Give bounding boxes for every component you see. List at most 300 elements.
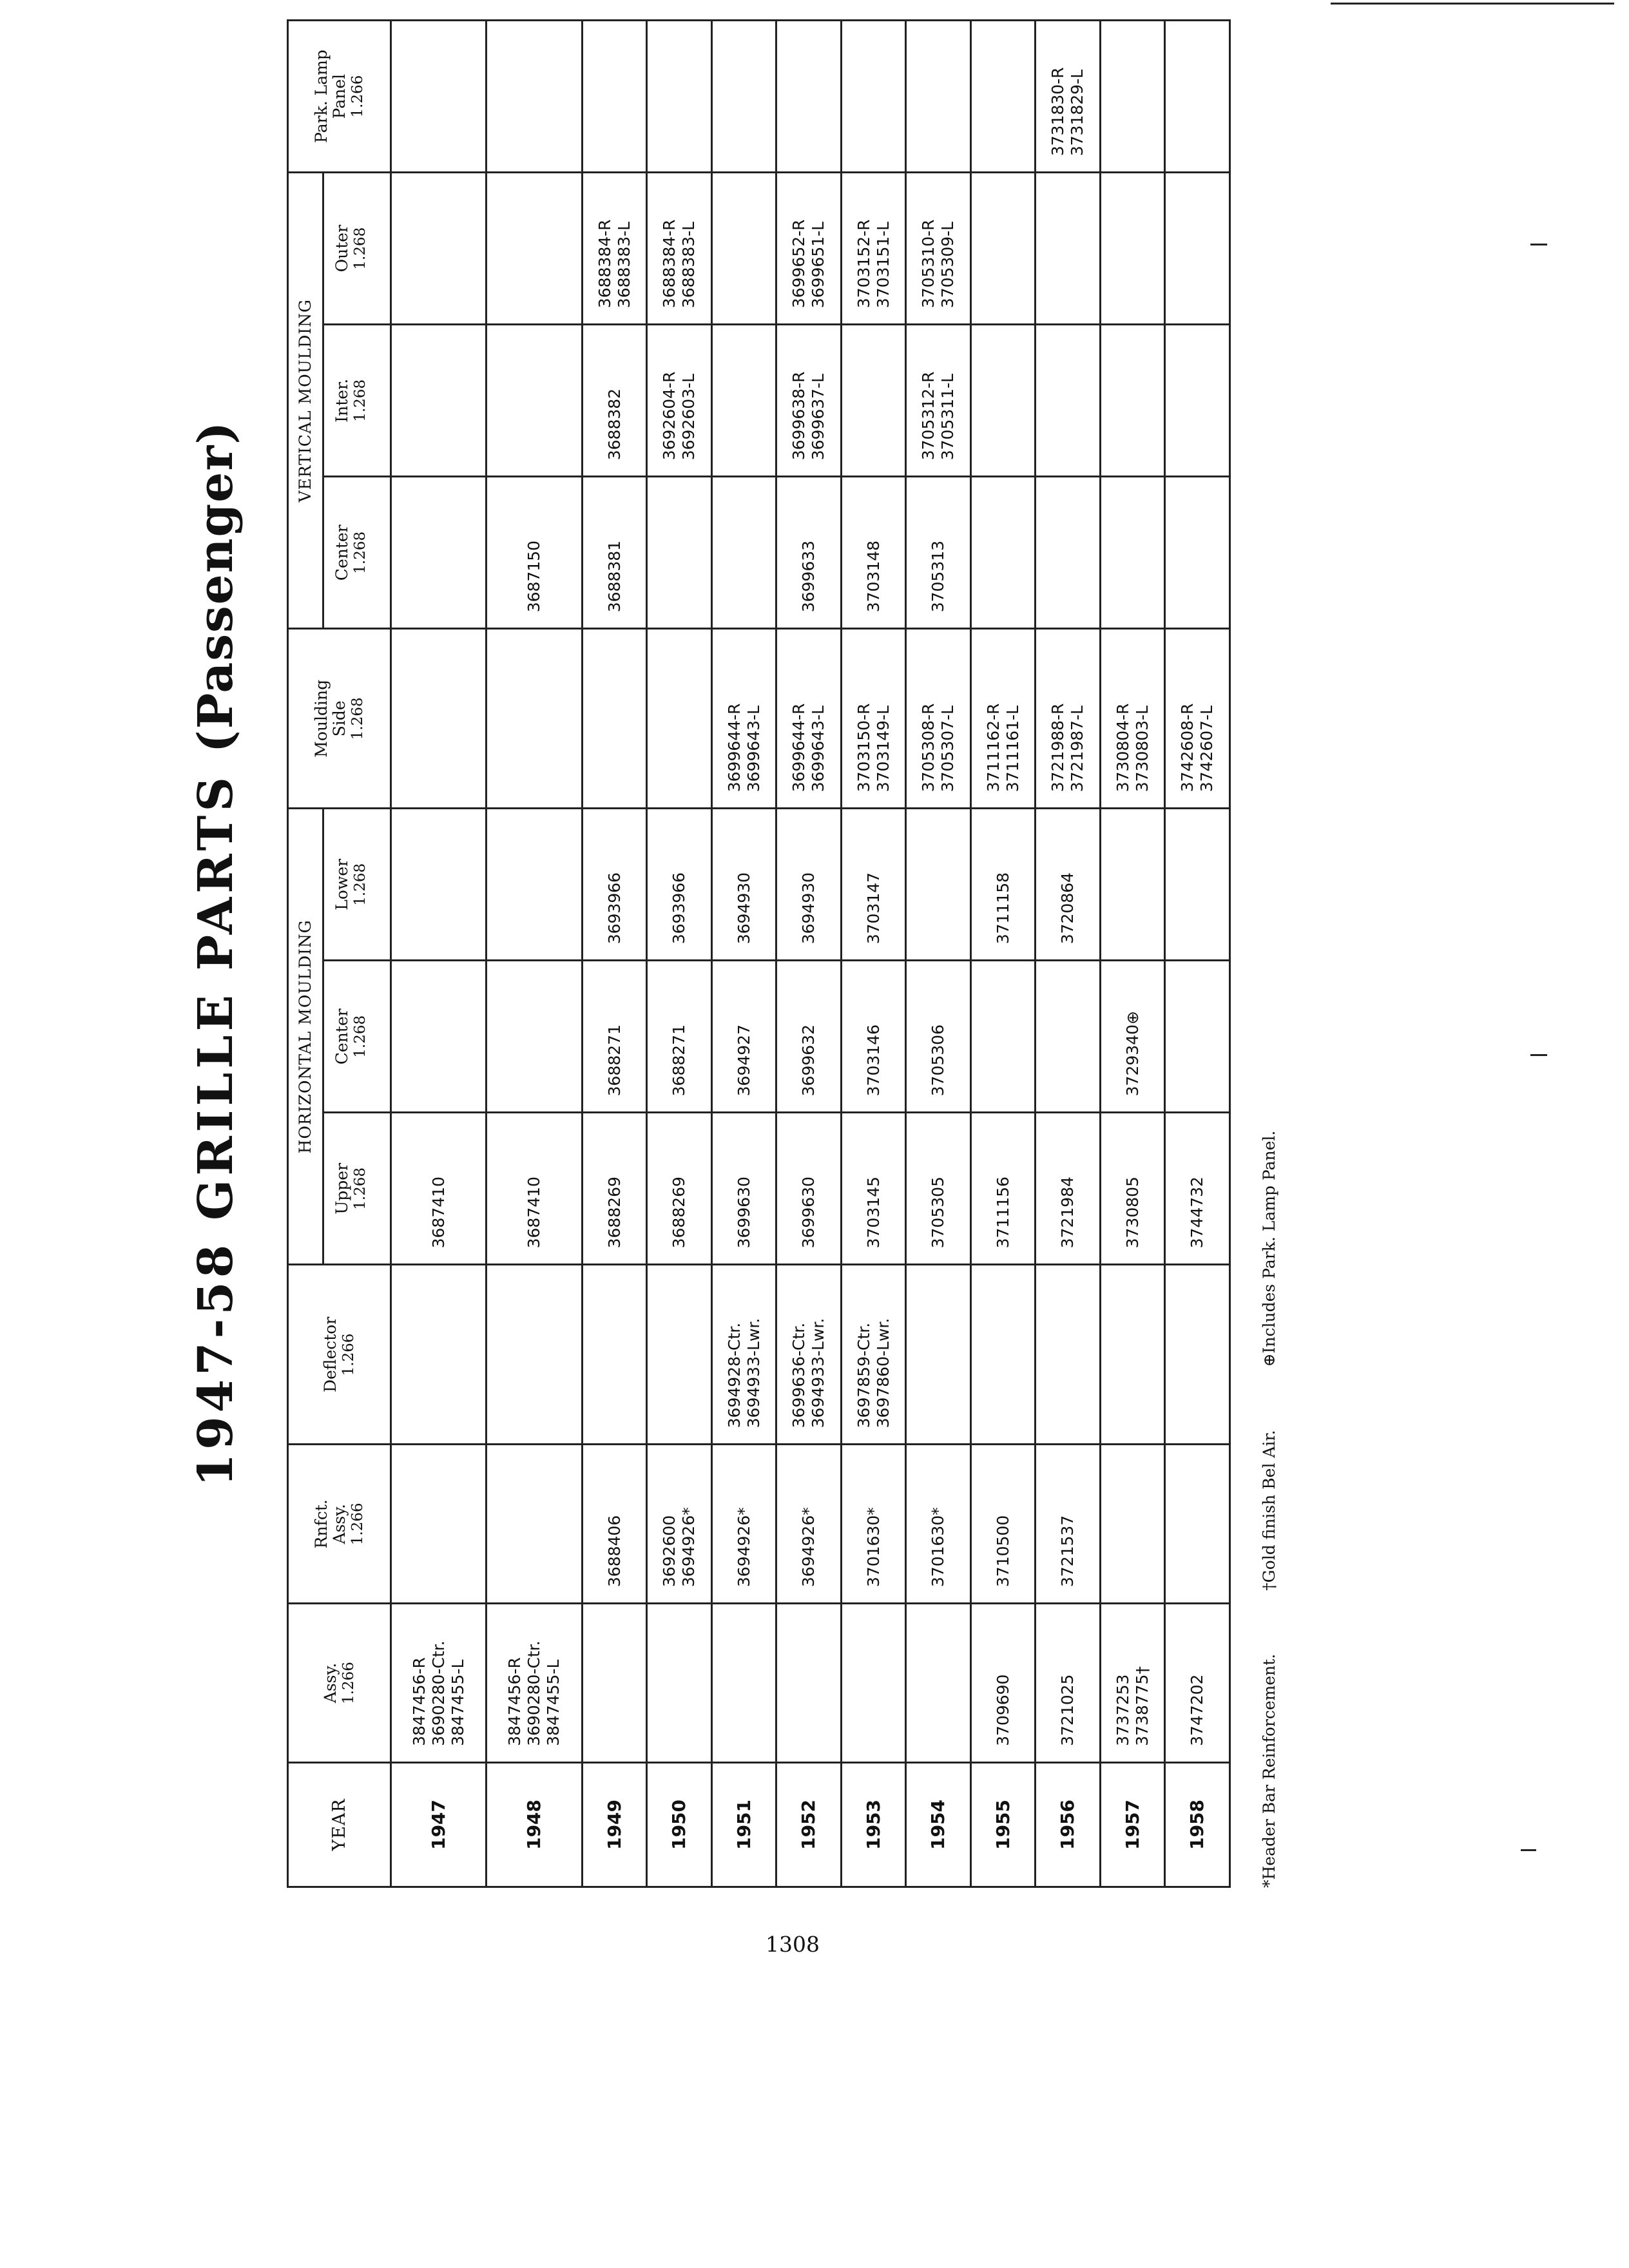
part-number: 3699633 [799, 540, 818, 613]
part-cell-v-inter [841, 325, 906, 477]
header-line: 1.268 [351, 1167, 369, 1210]
part-cell-rnfct [582, 1445, 647, 1604]
part-number: 3694926* [799, 1507, 818, 1588]
year-cell: 1958 [1165, 1762, 1230, 1887]
table-body [391, 21, 1230, 1887]
part-cell-side [1165, 629, 1230, 809]
header-line: 1.266 [340, 1333, 357, 1376]
part-cell-h-center [776, 961, 842, 1113]
part-cell-side [1036, 629, 1101, 809]
header-v-inter [323, 325, 391, 477]
part-cell-park [1036, 21, 1101, 173]
part-number: 3730805 [1123, 1177, 1142, 1249]
header-assy [288, 1604, 391, 1763]
header-v-center [323, 477, 391, 629]
year-cell: 1949 [582, 1762, 647, 1887]
part-number: 3699652-R [789, 219, 809, 309]
part-cell-v-outer [841, 173, 906, 325]
part-cell-h-lower [841, 809, 906, 961]
table-row [1100, 21, 1165, 1887]
part-number: 3690280-Ctr. [525, 1640, 544, 1746]
part-cell-rnfct [906, 1445, 971, 1604]
part-cell-park [711, 21, 776, 173]
part-cell-assy [487, 1604, 582, 1763]
header-line: Center [333, 524, 351, 581]
header-deflector [288, 1265, 391, 1445]
year-cell: 1954 [906, 1762, 971, 1887]
header-line: Outer [333, 224, 351, 273]
header-line: Assy. [330, 1504, 349, 1544]
part-number: 3688384-R [595, 219, 614, 309]
part-number: 3711162-R [983, 703, 1003, 793]
part-cell-rnfct [1100, 1445, 1165, 1604]
part-cell-h-upper [776, 1113, 842, 1265]
part-cell-v-center [970, 477, 1036, 629]
part-cell-h-upper [391, 1113, 487, 1265]
part-number: 3694927 [734, 1024, 753, 1097]
part-cell-side [582, 629, 647, 809]
part-number: 3720864 [1058, 872, 1077, 945]
part-cell-h-center [582, 961, 647, 1113]
part-cell-h-center [487, 961, 582, 1113]
part-number: 3711161-L [1003, 705, 1022, 793]
header-line: Moulding [311, 679, 331, 758]
part-number: 3703146 [863, 1024, 883, 1097]
part-number: 3705313 [929, 540, 948, 613]
part-number: 3694930 [799, 872, 818, 945]
part-number: 3692600 [660, 1515, 679, 1588]
part-cell-v-inter [1100, 325, 1165, 477]
part-number: 3747202 [1188, 1674, 1207, 1746]
part-cell-assy [582, 1604, 647, 1763]
part-cell-side [841, 629, 906, 809]
part-number: 3731829-L [1068, 69, 1087, 157]
header-line: Deflector [320, 1316, 340, 1393]
part-number: 3687410 [429, 1177, 448, 1249]
part-number: 3699630 [799, 1177, 818, 1249]
part-number: 3721537 [1058, 1515, 1077, 1588]
table-row [391, 21, 487, 1887]
part-number: 3692604-R [660, 371, 679, 461]
part-cell-deflector [647, 1265, 712, 1445]
part-cell-assy [841, 1604, 906, 1763]
part-number: 3703145 [863, 1177, 883, 1249]
part-number: 3847455-L [544, 1659, 563, 1746]
header-line: Side [330, 700, 349, 737]
part-cell-v-outer [906, 173, 971, 325]
part-cell-side [776, 629, 842, 809]
year-cell: 1955 [970, 1762, 1036, 1887]
part-cell-h-upper [1165, 1113, 1230, 1265]
part-cell-v-inter [391, 325, 487, 477]
header-line: 1.268 [351, 379, 369, 422]
part-cell-side [711, 629, 776, 809]
part-number: 3731830-R [1048, 67, 1068, 157]
part-cell-v-outer [970, 173, 1036, 325]
footnote-header-bar: *Header Bar Reinforcement. [1260, 1653, 1278, 1888]
table-row [1036, 21, 1101, 1887]
part-cell-h-center [647, 961, 712, 1113]
header-park-lamp-panel [288, 21, 391, 173]
scan-edge-line [1331, 3, 1614, 5]
part-number: 3703148 [863, 540, 883, 613]
part-number: 3688406 [604, 1515, 624, 1588]
part-cell-deflector [582, 1265, 647, 1445]
part-cell-h-lower [776, 809, 842, 961]
part-cell-h-center [970, 961, 1036, 1113]
year-cell: 1948 [487, 1762, 582, 1887]
part-cell-v-outer [1036, 173, 1101, 325]
part-number: 3705308-R [919, 703, 938, 793]
part-cell-h-upper [582, 1113, 647, 1265]
part-cell-side [970, 629, 1036, 809]
table-row [487, 21, 582, 1887]
part-cell-v-inter [1036, 325, 1101, 477]
part-cell-h-lower [906, 809, 971, 961]
part-cell-v-inter [776, 325, 842, 477]
header-line: 1.268 [351, 227, 369, 270]
part-cell-assy [1100, 1604, 1165, 1763]
part-number: 3703152-R [854, 219, 873, 309]
part-number: 3699638-R [789, 371, 809, 461]
part-number: 3701630* [863, 1507, 883, 1588]
part-cell-h-center [1100, 961, 1165, 1113]
part-cell-h-lower [647, 809, 712, 961]
part-number: 3687150 [525, 540, 544, 613]
part-number: 3694933-Lwr. [744, 1318, 763, 1428]
part-cell-rnfct [776, 1445, 842, 1604]
table-row [647, 21, 712, 1887]
table-row [1165, 21, 1230, 1887]
part-cell-park [841, 21, 906, 173]
part-number: 3709690 [993, 1674, 1012, 1746]
header-line: Lower [333, 858, 351, 910]
part-cell-v-center [487, 477, 582, 629]
year-cell: 1952 [776, 1762, 842, 1887]
part-cell-v-outer [647, 173, 712, 325]
part-number: 3847456-R [505, 1657, 525, 1746]
part-cell-v-center [582, 477, 647, 629]
table-row [776, 21, 842, 1887]
scan-mark [1530, 1054, 1547, 1056]
part-cell-h-upper [647, 1113, 712, 1265]
part-number: 3699636-Ctr. [789, 1322, 809, 1428]
header-h-lower [323, 809, 391, 961]
part-number: 3711156 [993, 1177, 1012, 1249]
part-number: 3699630 [734, 1177, 753, 1249]
part-number: 3738775† [1132, 1666, 1152, 1746]
part-number: 3847456-R [409, 1657, 429, 1746]
part-number: 3699637-L [809, 373, 828, 461]
part-number: 3687410 [525, 1177, 544, 1249]
part-cell-deflector [1036, 1265, 1101, 1445]
part-cell-deflector [776, 1265, 842, 1445]
part-number: 3703150-R [854, 703, 873, 793]
header-side-moulding [288, 629, 391, 809]
title-main: 1947-58 GRILLE PARTS [188, 773, 244, 1487]
part-cell-deflector [906, 1265, 971, 1445]
header-line: 1.266 [349, 1503, 367, 1546]
part-cell-h-center [841, 961, 906, 1113]
part-cell-deflector [841, 1265, 906, 1445]
part-cell-h-center [1036, 961, 1101, 1113]
header-year: YEAR [288, 1762, 391, 1887]
part-cell-h-lower [391, 809, 487, 961]
part-cell-park [776, 21, 842, 173]
header-line: 1.268 [351, 1015, 369, 1058]
part-cell-v-center [391, 477, 487, 629]
header-line: 1.268 [349, 697, 367, 740]
part-number: 3688381 [604, 540, 624, 613]
part-number: 3694928-Ctr. [724, 1322, 744, 1428]
part-cell-v-inter [487, 325, 582, 477]
part-number: 3694926* [734, 1507, 753, 1588]
part-cell-assy [711, 1604, 776, 1763]
part-number: 3694933-Lwr. [809, 1318, 828, 1428]
footnotes [1250, 19, 1289, 1888]
part-number: 3710500 [993, 1515, 1012, 1588]
part-number: 3703151-L [873, 221, 892, 309]
part-cell-rnfct [970, 1445, 1036, 1604]
part-number: 3690280-Ctr. [429, 1640, 448, 1746]
part-cell-v-outer [391, 173, 487, 325]
part-cell-h-upper [906, 1113, 971, 1265]
part-cell-deflector [970, 1265, 1036, 1445]
part-cell-assy [1036, 1604, 1101, 1763]
part-cell-h-lower [711, 809, 776, 961]
part-number: 3744732 [1188, 1177, 1207, 1249]
part-cell-assy [906, 1604, 971, 1763]
part-cell-h-lower [487, 809, 582, 961]
part-cell-h-upper [487, 1113, 582, 1265]
table-row [841, 21, 906, 1887]
part-cell-v-center [841, 477, 906, 629]
part-cell-park [970, 21, 1036, 173]
part-number: 3699643-L [744, 705, 763, 793]
part-cell-rnfct [647, 1445, 712, 1604]
part-cell-h-lower [1165, 809, 1230, 961]
part-number: 3705309-L [938, 221, 958, 309]
part-cell-v-outer [776, 173, 842, 325]
part-number: 3721984 [1058, 1177, 1077, 1249]
part-cell-h-center [391, 961, 487, 1113]
header-h-center [323, 961, 391, 1113]
part-number: 3742608-R [1178, 703, 1197, 793]
part-number: 3699644-R [724, 703, 744, 793]
part-cell-deflector [1165, 1265, 1230, 1445]
header-line: Inter. [333, 378, 351, 423]
header-line: Panel [330, 73, 349, 119]
part-cell-rnfct [1036, 1445, 1101, 1604]
header-vertical-moulding: VERTICAL MOULDING [288, 173, 323, 629]
part-number: 3705311-L [938, 373, 958, 461]
header-v-outer [323, 173, 391, 325]
part-cell-park [391, 21, 487, 173]
part-cell-v-outer [1100, 173, 1165, 325]
part-number: 3688269 [670, 1177, 689, 1249]
year-cell: 1951 [711, 1762, 776, 1887]
part-cell-v-center [1100, 477, 1165, 629]
part-number: 3711158 [993, 872, 1012, 945]
part-cell-h-lower [1100, 809, 1165, 961]
part-cell-side [647, 629, 712, 809]
year-cell: 1950 [647, 1762, 712, 1887]
header-line: 1.268 [351, 531, 369, 574]
header-line: Park. Lamp [311, 50, 331, 143]
part-cell-v-center [711, 477, 776, 629]
part-number: 3705310-R [919, 219, 938, 309]
part-cell-h-lower [1036, 809, 1101, 961]
part-number: 3693966 [604, 872, 624, 945]
year-cell: 1957 [1100, 1762, 1165, 1887]
part-number: 3697859-Ctr. [854, 1322, 873, 1428]
part-cell-side [391, 629, 487, 809]
part-number: 3703147 [863, 872, 883, 945]
title-subtitle: (Passenger) [188, 420, 244, 753]
part-number: 3721988-R [1048, 703, 1068, 793]
part-number: 3705312-R [919, 371, 938, 461]
part-cell-h-upper [1036, 1113, 1101, 1265]
part-cell-rnfct [391, 1445, 487, 1604]
part-number: 3705306 [929, 1024, 948, 1097]
part-cell-rnfct [1165, 1445, 1230, 1604]
year-cell: 1947 [391, 1762, 487, 1887]
part-number: 3742607-L [1197, 705, 1217, 793]
part-number: 3705307-L [938, 705, 958, 793]
part-number: 3692603-L [679, 373, 699, 461]
part-number: 3730804-R [1113, 703, 1132, 793]
part-number: 3688384-R [660, 219, 679, 309]
part-number: 3688382 [604, 388, 624, 461]
part-cell-assy [776, 1604, 842, 1763]
header-line: Upper [333, 1162, 351, 1215]
part-cell-v-inter [711, 325, 776, 477]
part-number: 3697860-Lwr. [873, 1318, 892, 1428]
header-line: Assy. [320, 1662, 340, 1704]
part-cell-side [906, 629, 971, 809]
part-number: 3699632 [799, 1024, 818, 1097]
footnote-park-lamp: ⊕Includes Park. Lamp Panel. [1260, 1130, 1278, 1367]
part-cell-park [906, 21, 971, 173]
part-cell-rnfct [841, 1445, 906, 1604]
page-number: 1308 [766, 1932, 820, 1957]
header-horizontal-moulding: HORIZONTAL MOULDING [288, 809, 323, 1265]
part-cell-v-outer [582, 173, 647, 325]
part-cell-v-inter [582, 325, 647, 477]
part-cell-deflector [1100, 1265, 1165, 1445]
grille-parts-table [287, 19, 1231, 1888]
header-line: Rnfct. [311, 1499, 331, 1549]
part-number: 3729340⊕ [1123, 1011, 1142, 1097]
part-cell-side [487, 629, 582, 809]
part-cell-rnfct [711, 1445, 776, 1604]
header-rnfct [288, 1445, 391, 1604]
part-number: 3699644-R [789, 703, 809, 793]
part-number: 3699651-L [809, 221, 828, 309]
part-cell-rnfct [487, 1445, 582, 1604]
header-line: 1.266 [349, 75, 367, 118]
part-cell-v-inter [970, 325, 1036, 477]
part-number: 3737253 [1113, 1674, 1132, 1746]
table-row [906, 21, 971, 1887]
part-cell-deflector [391, 1265, 487, 1445]
part-cell-park [1165, 21, 1230, 173]
part-number: 3688271 [670, 1024, 689, 1097]
part-cell-assy [1165, 1604, 1230, 1763]
part-cell-v-inter [1165, 325, 1230, 477]
part-number: 3730803-L [1132, 705, 1152, 793]
part-number: 3705305 [929, 1177, 948, 1249]
scan-mark [1530, 244, 1547, 245]
part-cell-h-lower [582, 809, 647, 961]
part-number: 3694926* [679, 1507, 699, 1588]
part-cell-h-center [711, 961, 776, 1113]
part-cell-park [1100, 21, 1165, 173]
part-number: 3701630* [929, 1507, 948, 1588]
header-h-upper [323, 1113, 391, 1265]
part-cell-v-center [776, 477, 842, 629]
part-cell-h-upper [711, 1113, 776, 1265]
part-cell-deflector [487, 1265, 582, 1445]
part-number: 3703149-L [873, 705, 892, 793]
part-cell-v-center [906, 477, 971, 629]
part-number: 3693966 [670, 872, 689, 945]
part-number: 3694930 [734, 872, 753, 945]
part-cell-v-inter [906, 325, 971, 477]
part-number: 3688271 [604, 1024, 624, 1097]
part-cell-v-center [647, 477, 712, 629]
year-cell: 1953 [841, 1762, 906, 1887]
part-number: 3721025 [1058, 1674, 1077, 1746]
part-cell-h-upper [1100, 1113, 1165, 1265]
year-cell: 1956 [1036, 1762, 1101, 1887]
header-line: Center [333, 1008, 351, 1065]
part-cell-v-center [1036, 477, 1101, 629]
part-cell-side [1100, 629, 1165, 809]
part-number: 3721987-L [1068, 705, 1087, 793]
part-number: 3699643-L [809, 705, 828, 793]
part-cell-h-lower [970, 809, 1036, 961]
part-number: 3688269 [604, 1177, 624, 1249]
part-cell-park [647, 21, 712, 173]
part-cell-park [487, 21, 582, 173]
header-line: 1.268 [351, 863, 369, 906]
part-cell-h-center [906, 961, 971, 1113]
header-line: 1.266 [340, 1662, 357, 1704]
part-cell-v-inter [647, 325, 712, 477]
table-row [711, 21, 776, 1887]
table-row [582, 21, 647, 1887]
part-cell-assy [391, 1604, 487, 1763]
part-cell-assy [647, 1604, 712, 1763]
part-cell-h-upper [841, 1113, 906, 1265]
part-cell-h-center [1165, 961, 1230, 1113]
part-cell-v-outer [711, 173, 776, 325]
part-number: 3847455-L [448, 1659, 467, 1746]
rotated-content [168, 19, 1327, 1888]
part-cell-assy [970, 1604, 1036, 1763]
part-number: 3688383-L [614, 221, 633, 309]
part-cell-v-outer [487, 173, 582, 325]
part-number: 3688383-L [679, 221, 699, 309]
part-cell-v-center [1165, 477, 1230, 629]
part-cell-deflector [711, 1265, 776, 1445]
footnote-gold-finish: †Gold finish Bel Air. [1260, 1430, 1278, 1591]
part-cell-park [582, 21, 647, 173]
scan-mark [1521, 1849, 1536, 1851]
part-cell-v-outer [1165, 173, 1230, 325]
page-title [168, 19, 264, 1888]
